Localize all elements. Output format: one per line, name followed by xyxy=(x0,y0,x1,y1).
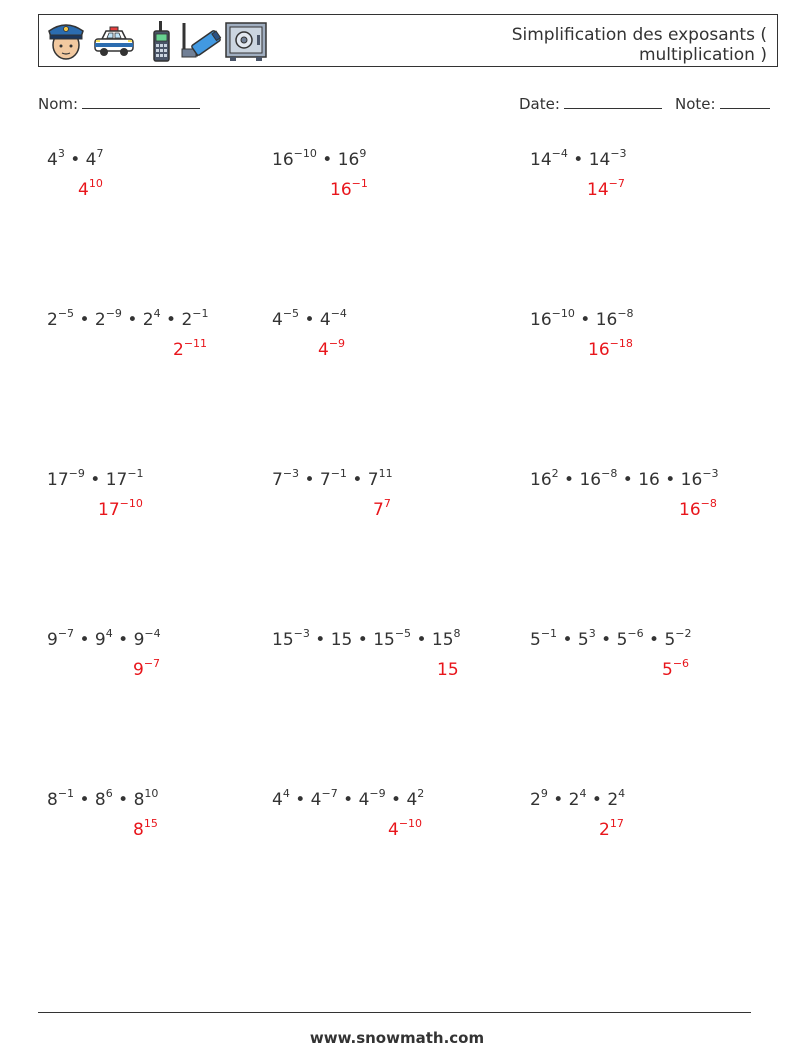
answer-power: 15 xyxy=(437,660,459,680)
problem-expression xyxy=(530,467,719,490)
date-field xyxy=(519,94,662,113)
answer xyxy=(437,660,459,680)
police-car-icon xyxy=(92,19,136,63)
power-term: $7^{11}$ xyxy=(367,467,393,490)
police-officer-icon xyxy=(44,19,88,63)
power-term: $8^6$ xyxy=(94,787,113,810)
answer xyxy=(373,497,391,520)
name-label: Nom: xyxy=(38,95,79,113)
problem-expression xyxy=(272,147,367,170)
power-term: $4^4$ xyxy=(272,787,290,810)
multiply-operator: • xyxy=(84,470,106,490)
power-term: $2^{-9}$ xyxy=(94,307,122,330)
multiply-operator: • xyxy=(299,310,320,330)
multiply-operator: • xyxy=(74,310,95,330)
problem-expression xyxy=(47,147,104,170)
power-term: $15^{-3}$ xyxy=(272,627,310,650)
multiply-operator: • xyxy=(346,470,368,490)
answer xyxy=(662,657,690,680)
power-term: $16^{-8}$ xyxy=(595,307,634,330)
worksheet-header xyxy=(38,14,778,67)
multiply-operator: • xyxy=(659,470,681,490)
answer xyxy=(599,817,624,840)
answer-power: $16^{-18}$ xyxy=(588,337,633,360)
answer xyxy=(330,177,368,200)
answer-power: $4^{-10}$ xyxy=(388,817,423,840)
multiply-operator: • xyxy=(411,630,432,650)
power-term: $7^{-3}$ xyxy=(272,467,300,490)
problem-expression xyxy=(272,787,425,810)
multiply-operator: • xyxy=(574,310,596,330)
answer-power: $16^{-1}$ xyxy=(330,177,368,200)
power-term: $4^3$ xyxy=(47,147,65,170)
note-blank[interactable] xyxy=(720,94,770,109)
multiply-operator: • xyxy=(316,150,338,170)
power-term: $8^{10}$ xyxy=(133,787,159,810)
multiply-operator: • xyxy=(64,150,86,170)
answer xyxy=(587,177,625,200)
answer xyxy=(78,177,103,200)
answer xyxy=(133,817,158,840)
power-term: $8^{-1}$ xyxy=(47,787,75,810)
date-label: Date: xyxy=(519,95,560,113)
problem-expression xyxy=(47,627,161,650)
multiply-operator: • xyxy=(643,630,665,650)
problem-expression xyxy=(47,467,144,490)
multiply-operator: • xyxy=(567,150,589,170)
power-term: $5^{-2}$ xyxy=(664,627,692,650)
power-term: $16^{-3}$ xyxy=(680,467,719,490)
answer-power: $4^{10}$ xyxy=(78,177,103,200)
answer-power: $7^7$ xyxy=(373,497,391,520)
power-term: $4^{-5}$ xyxy=(272,307,300,330)
power-term: 15 xyxy=(330,630,353,650)
power-term: $4^{-9}$ xyxy=(358,787,386,810)
note-label: Note: xyxy=(675,95,716,113)
power-term: $2^4$ xyxy=(607,787,626,810)
power-term: $5^{-1}$ xyxy=(530,627,558,650)
power-term: $4^7$ xyxy=(85,147,104,170)
multiply-operator: • xyxy=(595,630,617,650)
power-term: $7^{-1}$ xyxy=(319,467,347,490)
date-blank[interactable] xyxy=(564,94,662,109)
multiply-operator: • xyxy=(558,470,580,490)
power-term: $2^{-5}$ xyxy=(47,307,75,330)
power-term: $2^9$ xyxy=(530,787,548,810)
problem-expression xyxy=(47,787,159,810)
multiply-operator: • xyxy=(337,790,359,810)
problem-expression xyxy=(272,627,461,650)
power-term: $5^{-6}$ xyxy=(616,627,644,650)
multiply-operator: • xyxy=(289,790,311,810)
multiply-operator: • xyxy=(74,630,95,650)
multiply-operator: • xyxy=(121,310,143,330)
multiply-operator: • xyxy=(112,630,134,650)
answer-power: $17^{-10}$ xyxy=(98,497,143,520)
multiply-operator: • xyxy=(586,790,608,810)
security-camera-icon xyxy=(178,19,222,63)
power-term: $2^4$ xyxy=(142,307,161,330)
multiply-operator: • xyxy=(547,790,569,810)
power-term: $4^2$ xyxy=(406,787,425,810)
power-term: $14^{-3}$ xyxy=(588,147,627,170)
multiply-operator: • xyxy=(112,790,134,810)
power-term: $16^{-10}$ xyxy=(272,147,317,170)
power-term: $16^2$ xyxy=(530,467,559,490)
power-term: $4^{-4}$ xyxy=(319,307,347,330)
power-term: $17^{-1}$ xyxy=(105,467,144,490)
answer-power: $16^{-8}$ xyxy=(679,497,717,520)
footer-url: www.snowmath.com xyxy=(309,1029,485,1047)
power-term: $15^8$ xyxy=(431,627,461,650)
answer-power: $5^{-6}$ xyxy=(662,657,690,680)
name-field xyxy=(38,94,200,113)
power-term: $2^{-1}$ xyxy=(181,307,209,330)
problem-expression xyxy=(272,307,347,330)
multiply-operator: • xyxy=(74,790,95,810)
multiply-operator: • xyxy=(160,310,182,330)
power-term: $15^{-5}$ xyxy=(373,627,412,650)
answer-power: $14^{-7}$ xyxy=(587,177,625,200)
power-term: $5^3$ xyxy=(577,627,596,650)
power-term: $17^{-9}$ xyxy=(47,467,85,490)
answer-power: $2^{17}$ xyxy=(599,817,624,840)
power-term: $14^{-4}$ xyxy=(530,147,568,170)
power-term: $16^{-8}$ xyxy=(579,467,618,490)
multiply-operator: • xyxy=(299,470,320,490)
multiply-operator: • xyxy=(352,630,374,650)
problem-expression xyxy=(530,787,626,810)
answer xyxy=(133,657,161,680)
problem-expression xyxy=(47,307,209,330)
safe-icon xyxy=(224,19,268,63)
multiply-operator: • xyxy=(557,630,578,650)
power-term: $16^9$ xyxy=(337,147,367,170)
answer xyxy=(98,497,143,520)
power-term: $16^{-10}$ xyxy=(530,307,575,330)
answer xyxy=(388,817,423,840)
answer-power: $8^{15}$ xyxy=(133,817,158,840)
multiply-operator: • xyxy=(385,790,407,810)
page-title: Simplification des exposants ( multiplication ) xyxy=(511,25,767,65)
power-term: 16 xyxy=(638,470,660,490)
name-blank[interactable] xyxy=(82,94,200,109)
multiply-operator: • xyxy=(309,630,331,650)
answer xyxy=(588,337,633,360)
power-term: $2^4$ xyxy=(568,787,587,810)
answer-power: $4^{-9}$ xyxy=(318,337,346,360)
footer-divider xyxy=(38,1012,751,1013)
answer-power: $9^{-7}$ xyxy=(133,657,161,680)
problem-expression xyxy=(530,147,627,170)
multiply-operator: • xyxy=(617,470,639,490)
problem-expression xyxy=(530,307,634,330)
power-term: $4^{-7}$ xyxy=(310,787,338,810)
power-term: $9^4$ xyxy=(94,627,113,650)
problem-expression xyxy=(530,627,692,650)
power-term: $9^{-4}$ xyxy=(133,627,161,650)
note-field xyxy=(675,94,770,113)
answer xyxy=(318,337,346,360)
power-term: $9^{-7}$ xyxy=(47,627,75,650)
answer-power: $2^{-11}$ xyxy=(173,337,208,360)
problem-expression xyxy=(272,467,393,490)
answer xyxy=(173,337,208,360)
answer xyxy=(679,497,717,520)
